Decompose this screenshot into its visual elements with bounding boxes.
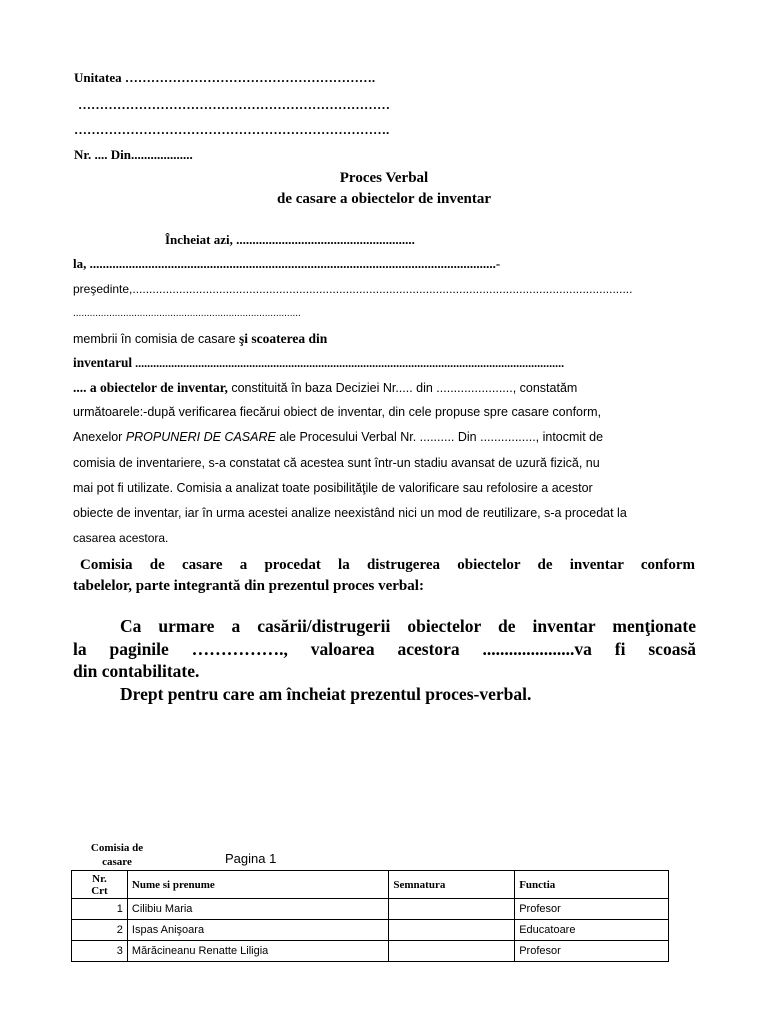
conclusion-line-4: Drept pentru care am încheiat prezentul proces-verbal.: [120, 684, 532, 704]
row-signature[interactable]: [389, 920, 515, 941]
row-nr: 3: [72, 941, 128, 962]
presedinte-line: preşedinte,......................................................................................................................................................: [73, 282, 633, 296]
conclusion-line-3: din contabilitate.: [73, 661, 200, 681]
intro-paragraph-line-2: următoarele:-după verificarea fiecărui obiect de inventar, din cele propuse spre casare conform,: [73, 405, 602, 419]
inventarul-line: [73, 355, 564, 371]
inventarul-bold: inventarul: [73, 355, 133, 370]
membrii-plain: membrii în comisia de casare: [73, 332, 240, 346]
row-signature[interactable]: [389, 899, 515, 920]
nr-din-line: Nr. .... Din...................: [74, 147, 193, 162]
conclusion-line-2: la paginile ……………., valoarea acestora .....................va fi scoasă: [73, 639, 696, 659]
row-signature[interactable]: [389, 941, 515, 962]
propuneri-italic: PROPUNERI DE CASARE: [125, 430, 276, 444]
conclusion-line-1: Ca urmare a casării/distrugerii obiectelor de inventar menţionate: [120, 616, 696, 636]
intro-paragraph-line-3: [73, 430, 603, 444]
page-label: Pagina 1: [225, 851, 277, 866]
document-title: Proces Verbal: [339, 170, 429, 186]
row-nr: 2: [72, 920, 128, 941]
intro-paragraph-line-6: obiecte de inventar, iar în urma acestei analize neexistând nici un mod de reutilizare, s-a procedat la: [73, 506, 627, 520]
incheiat-line: Încheiat azi, .......................................................: [165, 232, 415, 247]
destruction-line-1: Comisia de casare a procedat la distrugerea obiectelor de inventar conform: [80, 557, 695, 573]
intro-paragraph-line-4: comisia de inventariere, s-a constatat că acestea sunt într-un stadiu avansat de uzură fizică, nu: [73, 456, 600, 470]
header-nr: [72, 871, 128, 899]
presedinte-cont-line: ..................................................................................: [73, 308, 301, 319]
anexe-post: ale Procesului Verbal Nr. .......... Din ................, intocmit de: [275, 430, 604, 444]
header-signature: Semnatura: [389, 871, 515, 899]
inventarul-dots: ...............................................................................................................................................: [132, 356, 565, 370]
header-nr-line-1: Nr.: [92, 872, 107, 885]
header-nr-line-2: Crt: [91, 884, 108, 897]
table-row: [72, 920, 669, 941]
intro-paragraph-line-5: mai pot fi utilizate. Comisia a analizat toate posibilităţile de valorificare sau refolosire a acestor: [73, 481, 593, 495]
unit-dots-line-2: ………………………………………………………………: [78, 97, 390, 112]
intro-paragraph-line-1: [73, 380, 577, 396]
unit-line: Unitatea ………………………………………………….: [74, 70, 376, 85]
intro-paragraph-line-7: casarea acestora.: [73, 531, 169, 545]
unit-dots-line-3: ……………………………………………………………….: [74, 122, 390, 137]
membrii-bold: şi scoaterea din: [239, 331, 328, 346]
table-row: [72, 941, 669, 962]
membrii-line: [73, 331, 327, 347]
commission-label-line-2: casare: [102, 856, 132, 868]
row-function: Educatoare: [515, 920, 669, 941]
commission-table: [71, 870, 669, 962]
la-line: la, .............................................................................................................................-: [73, 256, 501, 271]
row-name: Cilibiu Maria: [127, 899, 388, 920]
decizie-text: constituită în baza Deciziei Nr..... din ......................, constatăm: [227, 381, 578, 395]
header-name: Nume si prenume: [127, 871, 388, 899]
row-nr: 1: [72, 899, 128, 920]
obiectelor-bold: .... a obiectelor de inventar,: [73, 380, 228, 395]
row-name: Mărăcineanu Renatte Liligia: [127, 941, 388, 962]
table-row: [72, 899, 669, 920]
row-function: Profesor: [515, 941, 669, 962]
document-subtitle: de casare a obiectelor de inventar: [277, 191, 491, 207]
anexe-pre: Anexelor: [73, 430, 126, 444]
row-function: Profesor: [515, 899, 669, 920]
commission-label: [82, 841, 152, 869]
row-name: Ispas Anişoara: [127, 920, 388, 941]
destruction-line-2: tabelelor, parte integrantă din prezentul proces verbal:: [73, 578, 424, 594]
commission-label-line-1: Comisia de: [90, 842, 144, 854]
header-function: Functia: [515, 871, 669, 899]
table-header-row: [72, 871, 669, 899]
